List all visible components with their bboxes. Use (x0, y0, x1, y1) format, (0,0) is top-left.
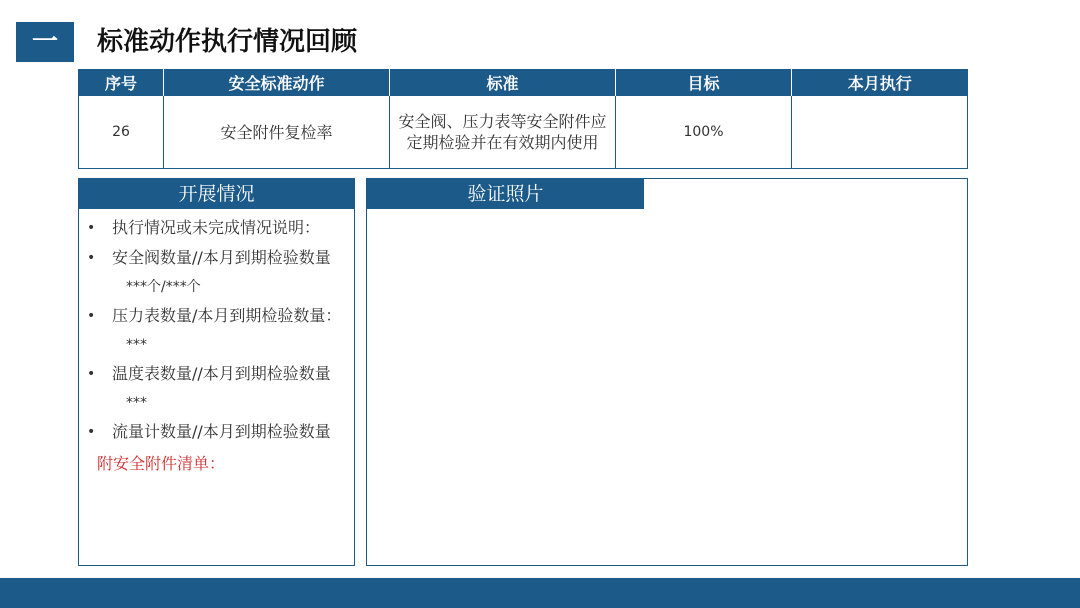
progress-panel (78, 178, 355, 566)
column-header-monthly: 本月执行 (792, 69, 968, 96)
cell-monthly[interactable] (792, 96, 968, 169)
bullet-icon: • (87, 424, 96, 440)
list-item-sub: *** (126, 395, 147, 411)
list-item-text: 安全阀数量//本月到期检验数量 (112, 248, 331, 267)
list-item-text: 温度表数量//本月到期检验数量 (112, 364, 331, 383)
list-item (79, 417, 354, 447)
photo-panel-title: 验证照片 (367, 179, 644, 209)
column-header-id: 序号 (79, 69, 164, 96)
progress-panel-title: 开展情况 (79, 179, 354, 209)
list-item-text: 执行情况或未完成情况说明： (112, 218, 321, 237)
cell-target: 100% (616, 96, 792, 169)
cell-action: 安全附件复检率 (164, 96, 390, 169)
bullet-icon: • (87, 220, 96, 236)
standard-action-table (78, 69, 968, 169)
section-number-badge: 一 (16, 22, 74, 62)
photo-panel (366, 178, 968, 566)
table-row (79, 96, 968, 169)
cell-id: 26 (79, 96, 164, 169)
page-title: 标准动作执行情况回顾 (97, 27, 358, 57)
cell-standard: 安全阀、压力表等安全附件应定期检验并在有效期内使用 (390, 96, 616, 169)
list-item-text: 流量计数量//本月到期检验数量 (112, 422, 331, 441)
column-header-action: 安全标准动作 (164, 69, 390, 96)
list-item (79, 359, 354, 417)
bullet-icon: • (87, 308, 96, 324)
table-header-row (79, 69, 968, 96)
column-header-standard: 标准 (390, 69, 616, 96)
list-item (79, 213, 354, 243)
column-header-target: 目标 (616, 69, 792, 96)
list-item (79, 243, 354, 301)
attachment-note: 附安全附件清单： (97, 454, 226, 473)
progress-list (79, 209, 354, 447)
bullet-icon: • (87, 366, 96, 382)
list-item (79, 301, 354, 359)
list-item-sub: *** (126, 337, 147, 353)
footer-bar (0, 578, 1080, 608)
list-item-text: 压力表数量/本月到期检验数量： (112, 306, 342, 325)
list-item-sub: ***个/***个 (126, 279, 201, 295)
bullet-icon: • (87, 250, 96, 266)
